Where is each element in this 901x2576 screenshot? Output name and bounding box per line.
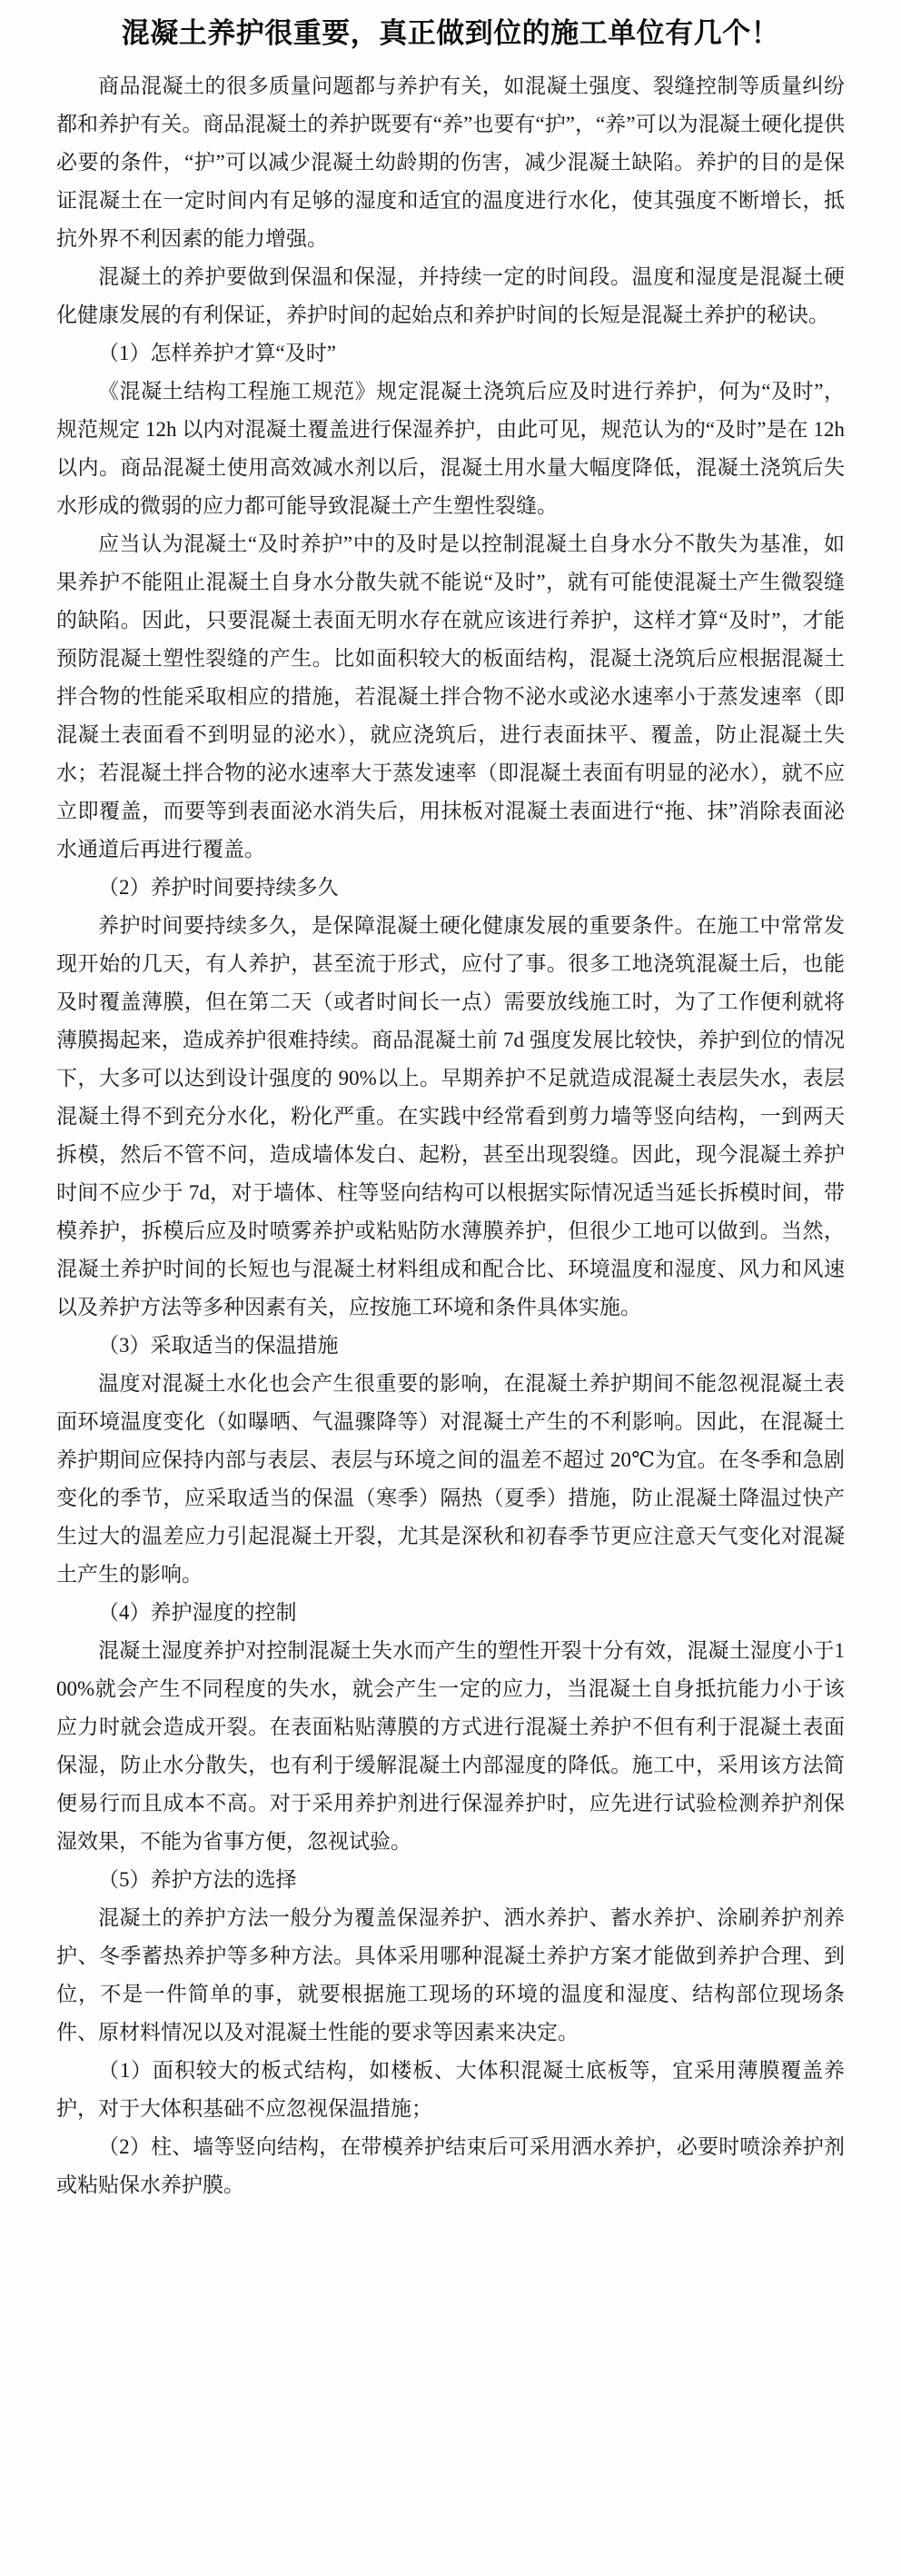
paragraph: （1）面积较大的板式结构，如楼板、大体积混凝土底板等，宜采用薄膜覆盖养护，对于大体积基础不应忽视保温措施； [56, 2059, 845, 2120]
article-title: 混凝土养护很重要，真正做到位的施工单位有几个！ [121, 17, 780, 49]
section-heading: （4）养护湿度的控制 [98, 1601, 297, 1624]
paragraph: 混凝土的养护方法一般分为覆盖保湿养护、洒水养护、蓄水养护、涂刷养护剂养护、冬季蓄热养护等多种方法。具体采用哪种混凝土养护方案才能做到养护合理、到位，不是一件简单的事，就要根据施工现场的环境的温度和湿度、结构部位现场条件、原材料情况以及对混凝土性能的要求等因素来决定。 [56, 1906, 845, 2044]
section-heading: （2）养护时间要持续多久 [98, 876, 339, 899]
section-heading: （1）怎样养护才算“及时” [98, 342, 336, 364]
paragraph: 混凝土的养护要做到保温和保湿，并持续一定的时间段。温度和湿度是混凝土硬化健康发展的有利保证，养护时间的起始点和养护时间的长短是混凝土养护的秘诀。 [56, 265, 845, 326]
paragraph: 《混凝土结构工程施工规范》规定混凝土浇筑后应及时进行养护，何为“及时”，规范规定 12h 以内对混凝土覆盖进行保湿养护，由此可见，规范认为的“及时”是在 12h 以内。商品混凝土使用高效减水剂以后，混凝土用水量大幅度降低，混凝土浇筑后失水形成的微弱的应力都可能导致混凝土产生塑性裂缝。 [56, 380, 845, 517]
paragraph: 商品混凝土的很多质量问题都与养护有关，如混凝土强度、裂缝控制等质量纠纷都和养护有关。商品混凝土的养护既要有“养”也要有“护”，“养”可以为混凝土硬化提供必要的条件，“护”可以减少混凝土幼龄期的伤害，减少混凝土缺陷。养护的目的是保证混凝土在一定时间内有足够的湿度和适宜的温度进行水化，使其强度不断增长，抵抗外界不利因素的能力增强。 [56, 75, 845, 250]
paragraph: 混凝土湿度养护对控制混凝土失水而产生的塑性开裂十分有效，混凝土湿度小于100%就会产生不同程度的失水，就会产生一定的应力，当混凝土自身抵抗能力小于该应力时就会造成开裂。在表面粘贴薄膜的方式进行混凝土养护不但有利于混凝土表面保湿，防止水分散失，也有利于缓解混凝土内部湿度的降低。施工中，采用该方法简便易行而且成本不高。对于采用养护剂进行保湿养护时，应先进行试验检测养护剂保湿效果，不能为省事方便，忽视试验。 [56, 1639, 845, 1853]
paragraph: 应当认为混凝土“及时养护”中的及时是以控制混凝土自身水分不散失为基准，如果养护不能阻止混凝土自身水分散失就不能说“及时”，就有可能使混凝土产生微裂缝的缺陷。因此，只要混凝土表面无明水存在就应该进行养护，这样才算“及时”，才能预防混凝土塑性裂缝的产生。比如面积较大的板面结构，混凝土浇筑后应根据混凝土拌合物的性能采取相应的措施，若混凝土拌合物不泌水或泌水速率小于蒸发速率（即混凝土表面看不到明显的泌水），就应浇筑后，进行表面抹平、覆盖，防止混凝土失水；若混凝土拌合物的泌水速率大于蒸发速率（即混凝土表面有明显的泌水），就不应立即覆盖，而要等到表面泌水消失后，用抹板对混凝土表面进行“拖、抹”消除表面泌水通道后再进行覆盖。 [56, 532, 845, 860]
paragraph: 温度对混凝土水化也会产生很重要的影响，在混凝土养护期间不能忽视混凝土表面环境温度变化（如曝晒、气温骤降等）对混凝土产生的不利影响。因此，在混凝土养护期间应保持内部与表层、表层与环境之间的温差不超过 20℃为宜。在冬季和急剧变化的季节，应采取适当的保温（寒季）隔热（夏季）措施，防止混凝土降温过快产生过大的温差应力引起混凝土开裂，尤其是深秋和初春季节更应注意天气变化对混凝土产生的影响。 [56, 1372, 845, 1586]
paragraph: 养护时间要持续多久，是保障混凝土硬化健康发展的重要条件。在施工中常常发现开始的几天，有人养护，甚至流于形式，应付了事。很多工地浇筑混凝土后，也能及时覆盖薄膜，但在第二天（或者时间长一点）需要放线施工时，为了工作便利就将薄膜揭起来，造成养护很难持续。商品混凝土前 7d 强度发展比较快，养护到位的情况下，大多可以达到设计强度的 90%以上。早期养护不足就造成混凝土表层失水，表层混凝土得不到充分水化，粉化严重。在实践中经常看到剪力墙等竖向结构，一到两天拆模，然后不管不问，造成墙体发白、起粉，甚至出现裂缝。因此，现今混凝土养护时间不应少于 7d，对于墙体、柱等竖向结构可以根据实际情况适当延长拆模时间，带模养护，拆模后应及时喷雾养护或粘贴防水薄膜养护，但很少工地可以做到。当然，混凝土养护时间的长短也与混凝土材料组成和配合比、环境温度和湿度、风力和风速以及养护方法等多种因素有关，应按施工环境和条件具体实施。 [56, 914, 845, 1318]
section-heading: （5）养护方法的选择 [98, 1868, 297, 1891]
section-heading: （3）采取适当的保温措施 [98, 1334, 339, 1357]
paragraph: （2）柱、墙等竖向结构，在带模养护结束后可采用洒水养护，必要时喷涂养护剂或粘贴保水养护膜。 [56, 2135, 845, 2196]
